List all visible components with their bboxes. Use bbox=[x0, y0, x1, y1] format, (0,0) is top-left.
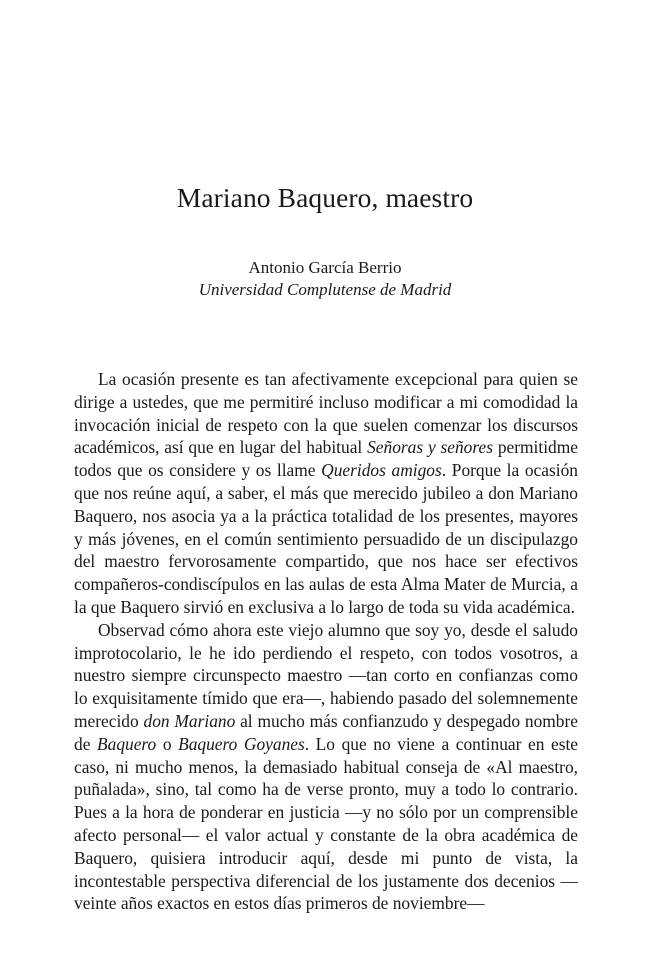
author-name: Antonio García Berrio bbox=[248, 258, 402, 277]
paragraph-2-text: . Lo que no viene a continuar en este caso, ni mucho menos, la demasiado habitual conseja de «Al maestro, puñalada», sino, tal como ha de verse pronto, muy a todo lo contrario. Pues a la hora de ponderar en justicia —y no sólo por un comprensible afecto personal— el valor actual y constante de la obra académica de Baquero, quisiera introducir aquí, desde mi punto de vista, la incontestable perspectiva diferencial de los justamente dos decenios —veinte años exactos en estos días primeros de noviembre— bbox=[74, 733, 579, 914]
article-title: Mariano Baquero, maestro bbox=[176, 182, 474, 213]
author-affiliation: Universidad Complutense de Madrid bbox=[198, 280, 452, 299]
paragraph-2 bbox=[74, 619, 578, 915]
paragraph-1-text: . Porque la ocasión que nos reúne aquí, a saber, el más que merecido jubileo a don Mariano Baquero, nos asocia ya a la práctica totalidad de los presentes, mayores y más jóvenes, en el común sentimiento persuadido de un discipulazgo del maestro fervorosamente compartido, que nos hace ser efectivos compañeros-condiscípulos en las aulas de esta Alma Mater de Murcia, a la que Baquero sirvió en exclusiva a lo largo de toda su vida académica. bbox=[74, 460, 578, 617]
paragraph-1-italic-phrase: Señoras y señores bbox=[367, 437, 493, 458]
paragraph-1-italic-phrase: Queridos amigos bbox=[321, 460, 442, 481]
paragraph-1 bbox=[74, 368, 578, 619]
paragraph-2-italic-phrase: don Mariano bbox=[143, 710, 236, 731]
article-body bbox=[74, 368, 578, 915]
paragraph-1-text: La ocasión presente es tan afectivamente excepcional para quien se dirige a ustedes, que me permitiré incluso modificar a mi comodidad la invocación inicial de respeto con la que suelen comenzar los discursos académicos, así que en lugar del habitual bbox=[74, 369, 578, 458]
paragraph-2-italic-phrase: Baquero bbox=[97, 733, 157, 754]
paragraph-2-italic-phrase: Baquero Goyanes bbox=[178, 733, 305, 754]
paragraph-1-text: permitidme todos que os considere y os llame bbox=[74, 437, 578, 481]
paragraph-2-text: Observad cómo ahora este viejo alumno que soy yo, desde el saludo improtocolario, le he ido perdiendo el respeto, con todos vosotros, a nuestro siempre circunspecto maestro —tan corto en confianzas como lo exquisitamente tímido que era—, habiendo pasado del solemnemente merecido bbox=[74, 619, 578, 731]
paragraph-2-text: o bbox=[156, 733, 179, 754]
paragraph-2-text: al mucho más confianzudo y despegado nombre de bbox=[74, 710, 579, 754]
